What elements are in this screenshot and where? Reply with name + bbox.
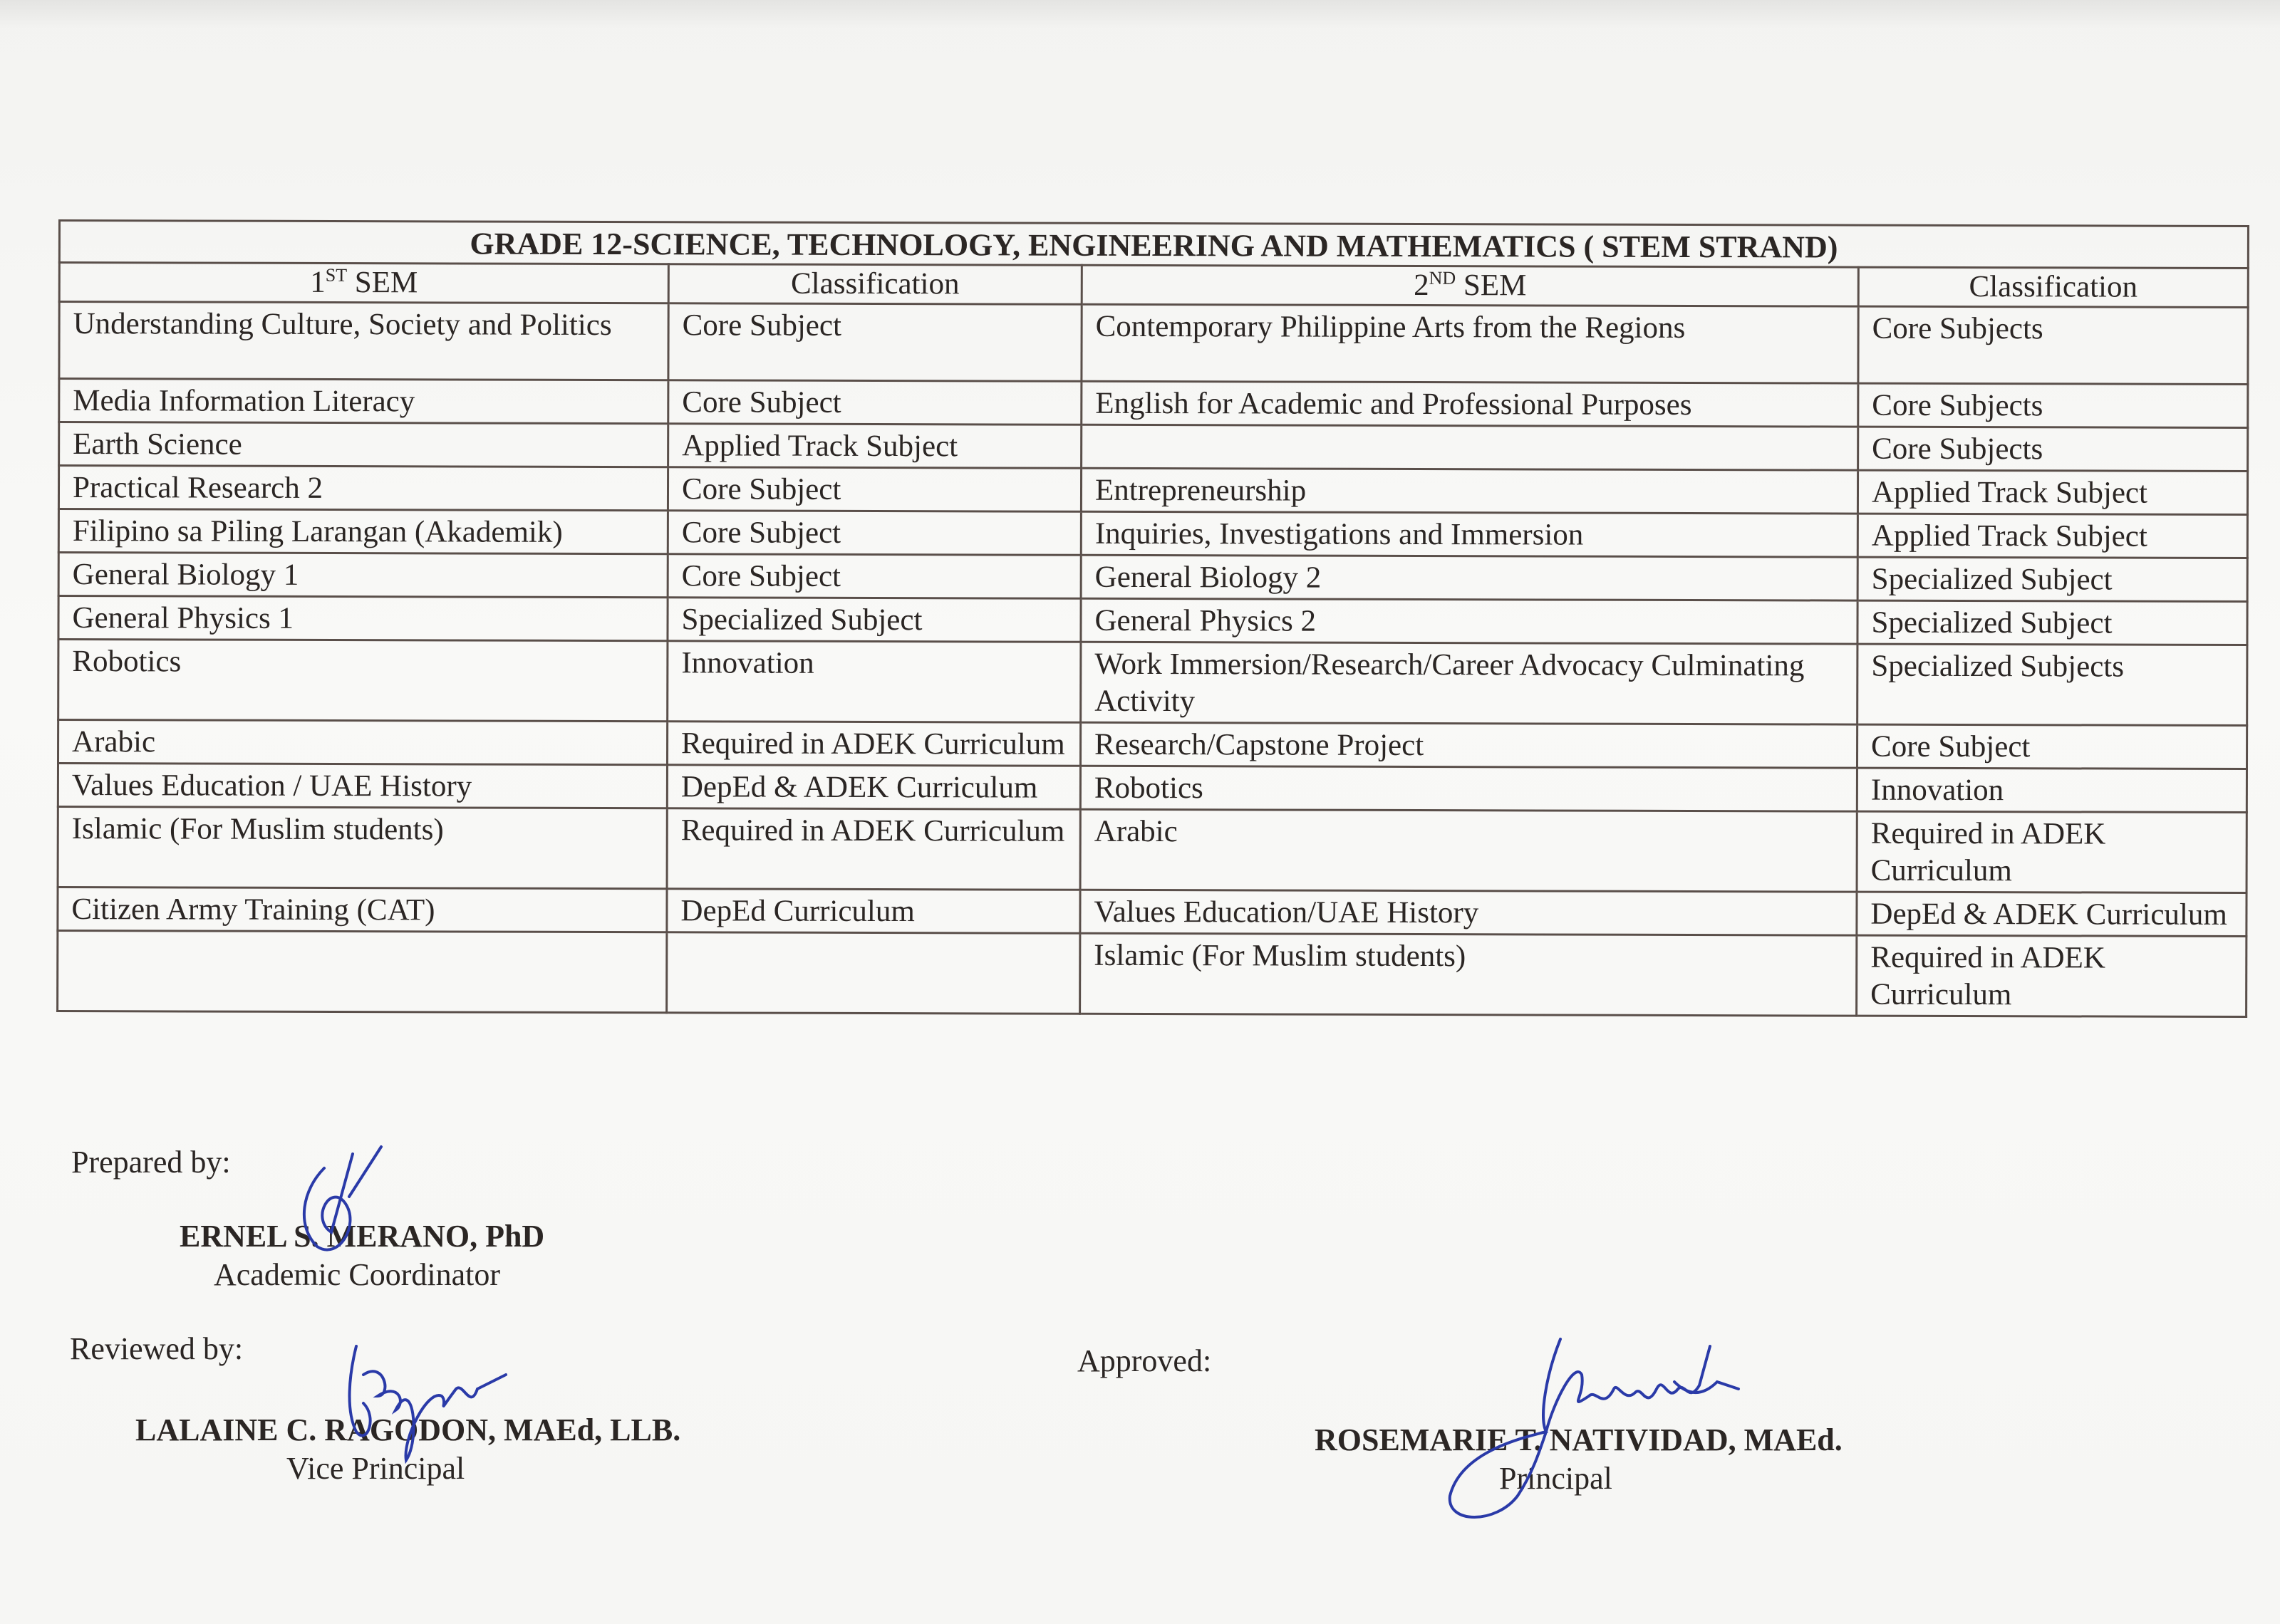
reviewed-by-label: Reviewed by: [70,1331,244,1366]
sem2-classification: Core Subjects [1858,383,2248,427]
sem1-classification: Specialized Subject [668,598,1081,642]
sem2-subject: General Physics 2 [1081,598,1857,644]
sem2-subject: Arabic [1080,809,1857,892]
table-row [58,888,2247,937]
sem1-subject: Islamic (For Muslim students) [58,807,667,889]
sem2-subject: English for Academic and Professional Purposes [1082,381,1858,427]
prepared-by-role: Academic Coordinator [214,1257,500,1292]
sem2-classification: DepEd & ADEK Curriculum [1857,892,2247,936]
sem1-classification: Core Subject [668,467,1081,512]
sem1-classification: Required in ADEK Curriculum [667,808,1080,890]
sem2-classification: Core Subjects [1858,306,2248,384]
sem2-classification: Innovation [1857,768,2247,812]
sem1-classification: DepEd Curriculum [667,889,1080,934]
header-classification-2: Classification [1858,267,2248,307]
sem1-subject: Values Education / UAE History [58,764,667,808]
sem2-subject: Research/Capstone Project [1080,722,1857,768]
sem2-subject: Values Education/UAE History [1080,890,1857,935]
sem1-classification: Core Subject [668,554,1081,599]
approved-name: ROSEMARIE T. NATIVIDAD, MAEd. [1315,1422,1843,1457]
table-title-row [59,221,2248,269]
table-row [58,720,2247,769]
sem2-classification: Specialized Subjects [1857,644,2247,725]
table-row [58,764,2247,813]
sem2-subject: Entrepreneurship [1081,468,1857,514]
reviewed-by-name: LALAINE C. RAGODON, MAEd, LLB. [135,1412,681,1447]
sem1-classification: Innovation [668,641,1081,723]
header-1st-sem: 1ST SEM [59,263,668,303]
sem2-classification: Required in ADEK Curriculum [1857,811,2247,892]
header-2nd-sem: 2ND SEM [1082,265,1858,306]
sem2-classification: Required in ADEK Curriculum [1857,935,2247,1016]
reviewed-by-role: Vice Principal [286,1451,465,1486]
sem1-subject: Earth Science [59,422,668,467]
sem2-classification: Specialized Subject [1857,557,2247,601]
reviewed-signature-icon [335,1332,520,1474]
table-title: GRADE 12-SCIENCE, TECHNOLOGY, ENGINEERING AND MATHEMATICS ( STEM STRAND) [59,221,2248,269]
sem1-subject: Arabic [58,720,668,765]
header-classification-1: Classification [668,264,1082,305]
approved-label: Approved: [1077,1343,1212,1378]
prepared-by-name: ERNEL S. MERANO, PhD [180,1219,545,1254]
sem1-subject: Citizen Army Training (CAT) [58,888,667,932]
approved-signature-icon [1439,1332,1767,1531]
sem1-subject [58,931,667,1013]
sem1-subject: Media Information Literacy [59,379,668,424]
sem2-subject: Robotics [1080,766,1857,811]
sem1-classification [667,932,1080,1014]
sem1-classification: Required in ADEK Curriculum [667,722,1080,766]
sem2-subject [1082,425,1858,470]
sem2-subject: Contemporary Philippine Arts from the Regions [1082,304,1858,383]
sem1-subject: General Biology 1 [58,553,668,598]
prepared-signature-icon [281,1140,395,1275]
table-row [58,640,2247,726]
table-row [58,931,2247,1017]
sem1-classification: Core Subject [668,511,1081,556]
sem2-subject: Work Immersion/Research/Career Advocacy Culminating Activity [1081,642,1857,724]
sem1-subject: Practical Research 2 [58,466,668,511]
sem2-classification: Core Subject [1857,724,2247,769]
sem1-subject: Understanding Culture, Society and Politics [59,302,668,380]
sem1-classification: DepEd & ADEK Curriculum [667,765,1080,810]
table-row [58,466,2247,515]
paper-fold-shadow [0,0,2280,28]
table-row [59,422,2248,472]
sem1-subject: Robotics [58,640,668,722]
table-row [58,553,2247,602]
sem2-classification: Core Subjects [1858,427,2248,471]
sem1-subject: General Physics 1 [58,596,668,641]
sem1-classification: Applied Track Subject [668,424,1082,469]
sem1-classification: Core Subject [668,380,1082,425]
table-row [59,379,2248,428]
table-row [58,509,2247,558]
curriculum-table [56,219,2249,1018]
prepared-by-label: Prepared by: [71,1145,231,1180]
sem2-classification: Applied Track Subject [1857,470,2247,514]
table-header-row [59,263,2248,308]
sem2-classification: Applied Track Subject [1857,514,2247,558]
sem1-classification: Core Subject [668,303,1082,382]
table-row [58,596,2247,645]
sem2-classification: Specialized Subject [1857,600,2247,645]
sem2-subject: Islamic (For Muslim students) [1080,933,1857,1016]
sem1-subject: Filipino sa Piling Larangan (Akademik) [58,509,668,554]
sem2-subject: Inquiries, Investigations and Immersion [1081,511,1857,557]
sem2-subject: General Biology 2 [1081,555,1857,600]
table-row [58,807,2247,893]
table-row [59,302,2248,385]
approved-role: Principal [1499,1461,1612,1496]
